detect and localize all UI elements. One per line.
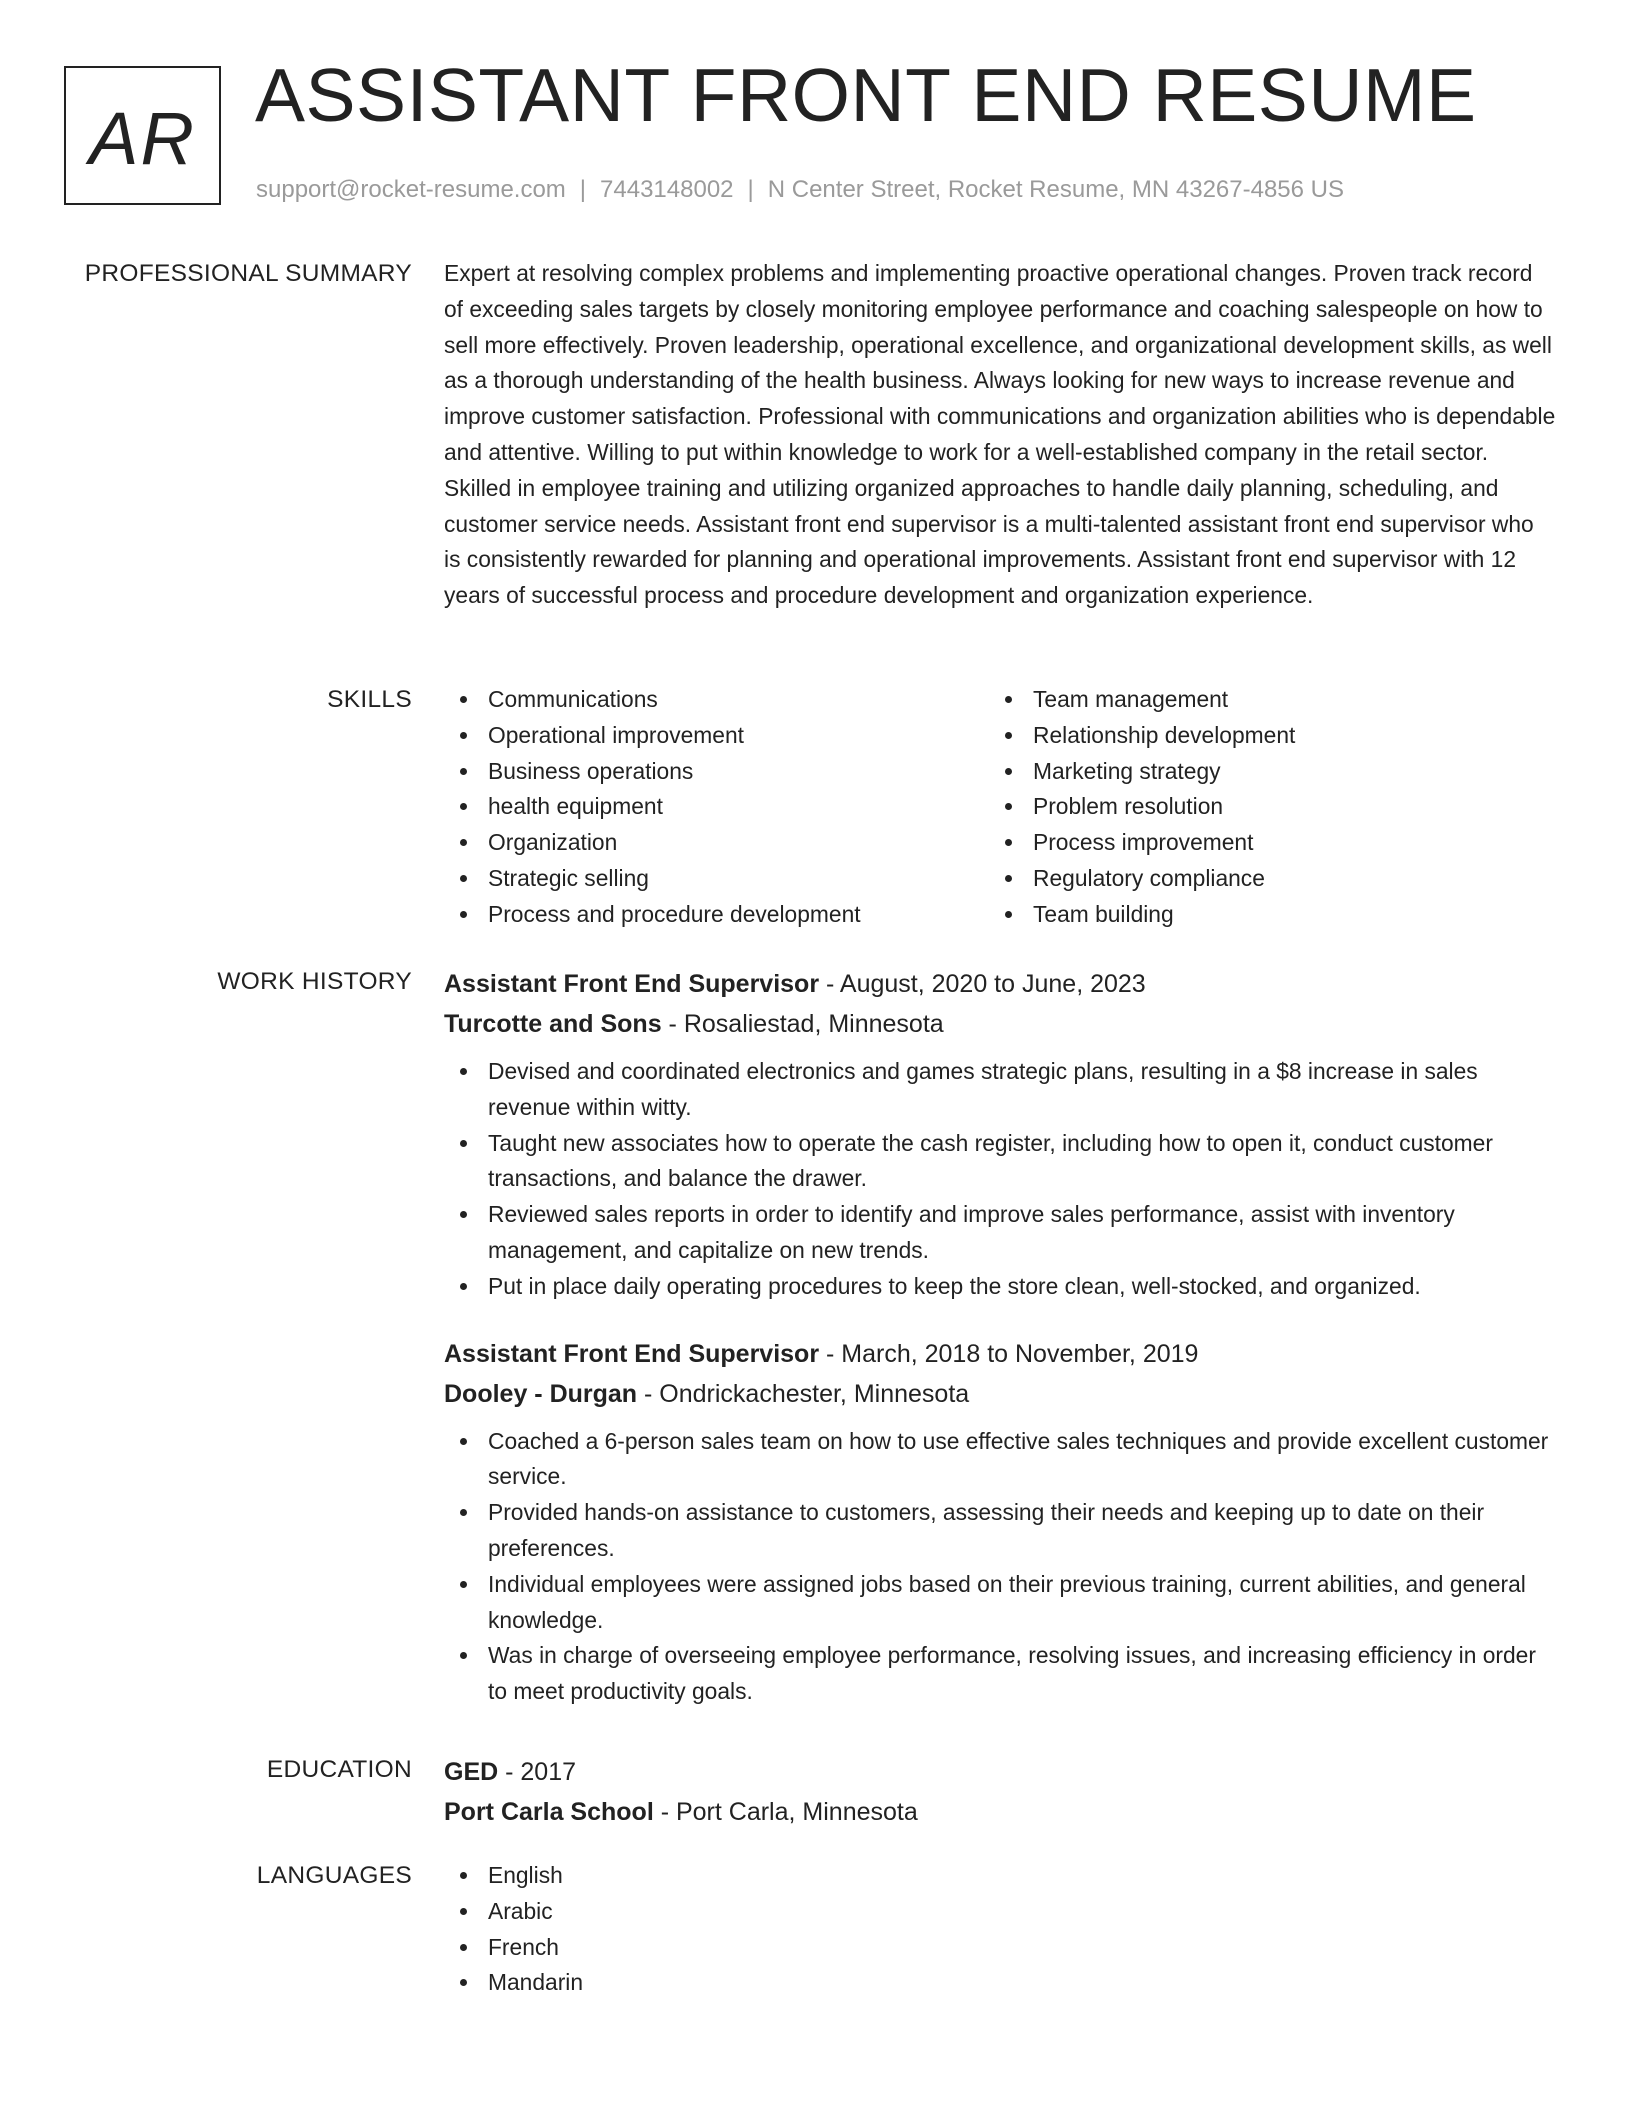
language-item: Arabic [444,1894,1556,1930]
job-company: Turcotte and Sons [444,1010,662,1038]
job-bullet: Reviewed sales reports in order to identify and improve sales performance, assist with inventory management, and capitalize on new trends. [444,1197,1556,1269]
skill-item: Business operations [444,754,989,790]
job-bullet: Taught new associates how to operate the cash register, including how to open it, conduct customer transactions, and balance the drawer. [444,1126,1556,1198]
contact-separator: | [579,176,587,203]
job-company-line [444,1004,1556,1044]
skills-list-right [989,682,1534,933]
skills-list-left [444,682,989,933]
summary-heading: PROFESSIONAL SUMMARY [84,260,412,287]
job-role: Assistant Front End Supervisor [444,1339,820,1368]
skill-item: Communications [444,682,989,718]
skill-item: health equipment [444,789,989,825]
skill-item: Strategic selling [444,861,989,897]
skill-item: Regulatory compliance [989,861,1534,897]
skill-item: Team management [989,682,1534,718]
skill-item: Organization [444,825,989,861]
resume-title: ASSISTANT FRONT END RESUME [255,53,1477,137]
language-item: French [444,1930,1556,1966]
skill-item: Operational improvement [444,718,989,754]
education-location: - Port Carla, Minnesota [653,1798,918,1826]
job-dates: - March, 2018 to November, 2019 [819,1339,1199,1368]
job-title-line [444,964,1556,1004]
job-title-line [444,1334,1556,1374]
education-school: Port Carla School [444,1798,654,1826]
languages-list [444,1858,1556,2001]
languages-heading: LANGUAGES [256,1862,412,1889]
skill-item: Process improvement [989,825,1534,861]
monogram-badge [64,66,221,205]
job-list [444,964,1556,1739]
education-heading: EDUCATION [266,1756,412,1783]
job-bullet: Devised and coordinated electronics and games strategic plans, resulting in a $8 increase in sales revenue within witty. [444,1054,1556,1126]
job-bullet: Was in charge of overseeing employee performance, resolving issues, and increasing efficiency in order to meet productivity goals. [444,1638,1556,1710]
skill-item: Problem resolution [989,789,1534,825]
language-item: Mandarin [444,1965,1556,2001]
education-degree: GED [444,1758,499,1786]
job-bullets [444,1424,1556,1710]
skill-item: Team building [989,897,1534,933]
job-bullet: Provided hands-on assistance to customers, assessing their needs and keeping up to date on their preferences. [444,1495,1556,1567]
job-entry [444,1334,1556,1710]
language-item: English [444,1858,1556,1894]
job-dates: - August, 2020 to June, 2023 [819,970,1146,998]
education-school-line [444,1792,1556,1832]
contact-email[interactable]: support@rocket-resume.com [256,176,566,203]
skill-item: Marketing strategy [989,754,1534,790]
job-role: Assistant Front End Supervisor [444,970,820,998]
job-bullets [444,1054,1556,1305]
skill-item: Process and procedure development [444,897,989,933]
education-degree-line [444,1752,1556,1792]
work-history-heading: WORK HISTORY [217,968,412,995]
job-bullet: Coached a 6-person sales team on how to use effective sales techniques and provide excellent customer service. [444,1424,1556,1496]
job-entry [444,964,1556,1305]
job-company-line [444,1374,1556,1414]
monogram-initials: AR [89,96,196,180]
skill-item: Relationship development [989,718,1534,754]
job-location: - Ondrickachester, Minnesota [637,1379,970,1408]
contact-separator: | [747,176,754,203]
skills-heading: SKILLS [327,686,412,713]
education-year: - 2017 [498,1758,577,1786]
contact-phone[interactable]: 7443148002 [600,176,734,203]
job-location: - Rosaliestad, Minnesota [661,1010,944,1038]
job-bullet: Put in place daily operating procedures to keep the store clean, well-stocked, and organized. [444,1269,1556,1305]
job-company: Dooley - Durgan [444,1379,638,1408]
job-bullet: Individual employees were assigned jobs based on their previous training, current abilities, and general knowledge. [444,1567,1556,1639]
contact-address: N Center Street, Rocket Resume, MN 43267-4856 US [767,176,1345,203]
summary-text: Expert at resolving complex problems and implementing proactive operational changes. Proven track record of exceeding sales targets by closely monitoring employee performance and coaching salespeople on how to sell more effectively. Proven leadership, operational excellence, and organizational development skills, as well as a thorough understanding of the health business. Always looking for new ways to increase revenue and improve customer satisfaction. Professional with communications and organization abilities who is dependable and attentive. Willing to put within knowledge to work for a well-established company in the retail sector. Skilled in employee training and utilizing organized approaches to handle daily planning, scheduling, and customer service needs. Assistant front end supervisor is a multi-talented assistant front end supervisor who is consistently rewarded for planning and operational improvements. Assistant front end supervisor with 12 years of successful process and procedure development and organization experience. [444,260,1556,609]
contact-line [256,176,1344,205]
